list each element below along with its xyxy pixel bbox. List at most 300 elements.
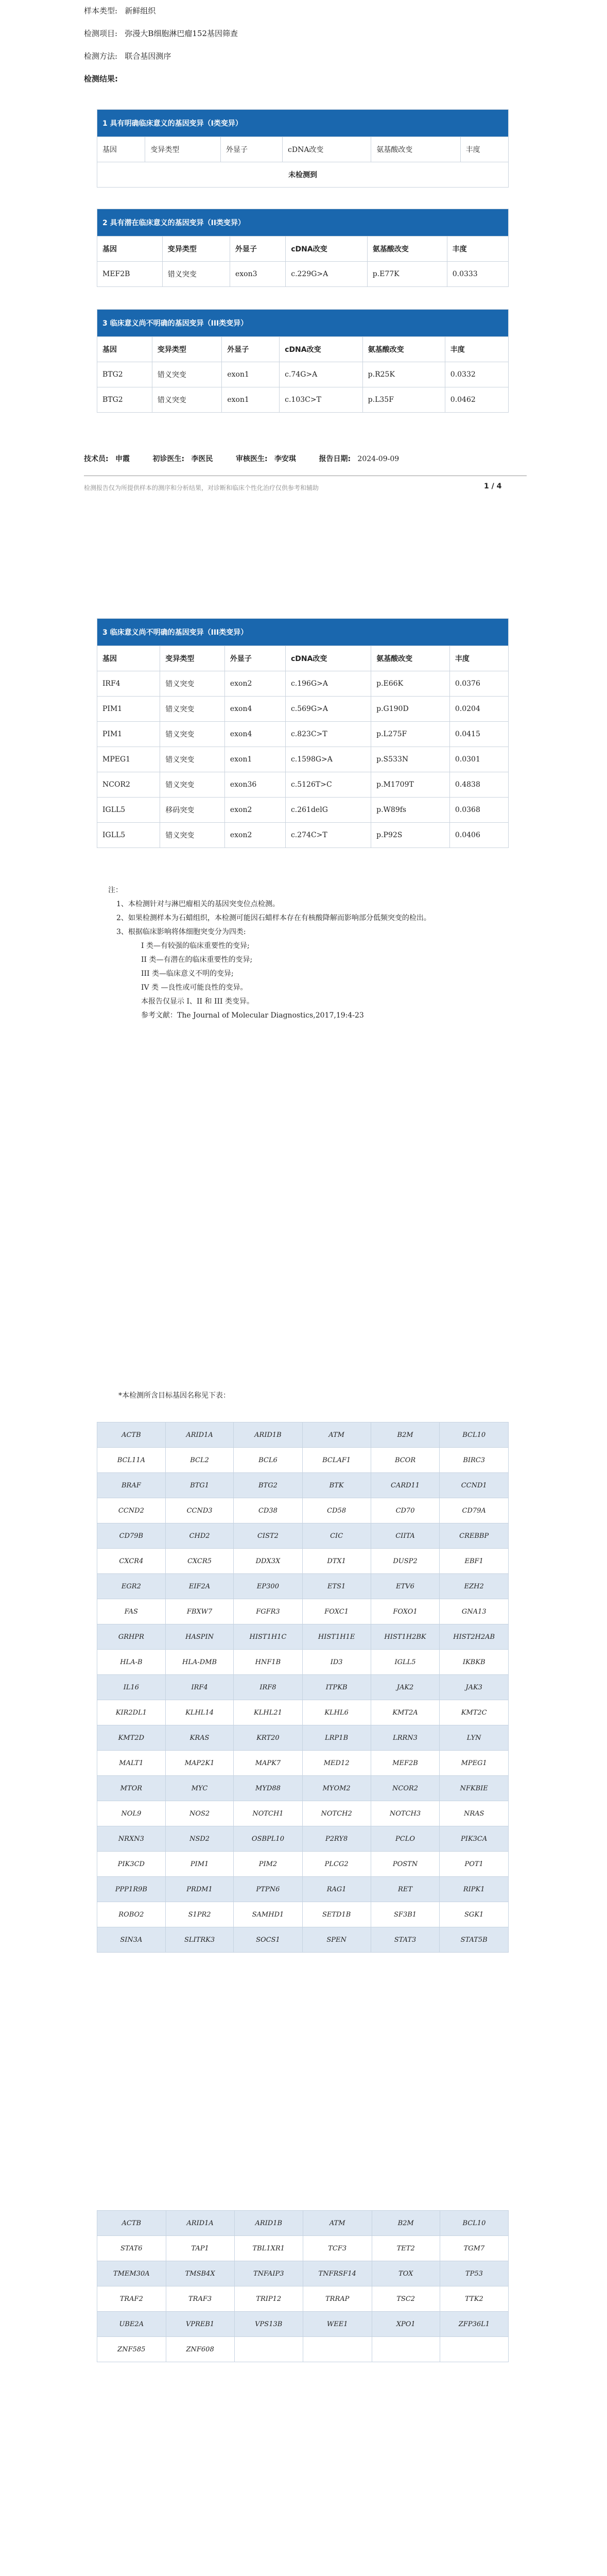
- cell: 0.0406: [449, 823, 508, 848]
- header-cell: 丰度: [445, 337, 508, 362]
- cell: 移码突变: [160, 798, 225, 823]
- gene-row: [97, 1725, 509, 1751]
- gene-cell: IL16: [97, 1675, 166, 1700]
- header-cell: 变异类型: [162, 236, 230, 262]
- table-row: [97, 722, 509, 747]
- gene-cell: FGFR3: [234, 1599, 302, 1624]
- method-value: 联合基因测序: [125, 52, 171, 61]
- gene-cell: STAT6: [97, 2236, 166, 2261]
- header-cell: cDNA改变: [285, 646, 371, 671]
- gene-cell: VPS13B: [234, 2312, 303, 2337]
- gene-row: [97, 1650, 509, 1675]
- gene-cell: PPP1R9B: [97, 1877, 166, 1902]
- gene-cell: ROBO2: [97, 1902, 166, 1927]
- gene-cell: XPO1: [372, 2312, 440, 2337]
- cell: exon1: [222, 387, 280, 413]
- class-1-variant-table: [97, 109, 509, 188]
- gene-row: [97, 1473, 509, 1498]
- cell: 0.4838: [449, 772, 508, 798]
- gene-cell: BCOR: [371, 1448, 440, 1473]
- gene-cell: DTX1: [302, 1549, 371, 1574]
- gene-cell: IRF4: [165, 1675, 234, 1700]
- gene-row: [97, 1826, 509, 1852]
- gene-cell: CD38: [234, 1498, 302, 1523]
- gene-cell: BCL10: [440, 1422, 509, 1448]
- header-cell: 氨基酸改变: [371, 137, 460, 162]
- gene-cell: SETD1B: [302, 1902, 371, 1927]
- gene-cell: PCLO: [371, 1826, 440, 1852]
- gene-cell: SF3B1: [371, 1902, 440, 1927]
- note-line: 2、如果检测样本为石蜡组织，本检测可能因石蜡样本存在有核酸降解而影响部分低频突变的检出。: [116, 914, 431, 922]
- gene-cell: KIR2DL1: [97, 1700, 166, 1725]
- gene-cell: BTG2: [234, 1473, 302, 1498]
- gene-cell: TMSB4X: [166, 2261, 234, 2286]
- cell: 错义突变: [160, 772, 225, 798]
- table-title: 3 临床意义尚不明确的基因变异（III类变异）: [97, 619, 509, 646]
- gene-cell: LRP1B: [302, 1725, 371, 1751]
- header-cell: 氨基酸改变: [367, 236, 447, 262]
- cell: 错义突变: [162, 262, 230, 287]
- cell: NCOR2: [97, 772, 160, 798]
- table-row: [97, 387, 509, 413]
- gene-cell: B2M: [371, 1422, 440, 1448]
- cell: MEF2B: [97, 262, 163, 287]
- gene-row: [97, 1751, 509, 1776]
- gene-cell: KLHL6: [302, 1700, 371, 1725]
- gene-cell: ZFP36L1: [440, 2312, 508, 2337]
- gene-cell: MED12: [302, 1751, 371, 1776]
- class-3-variant-table: [97, 309, 509, 413]
- cell: p.S533N: [371, 747, 450, 772]
- gene-cell: STAT3: [371, 1927, 440, 1953]
- cell: c.261delG: [285, 798, 371, 823]
- gene-cell: HNF1B: [234, 1650, 302, 1675]
- gene-cell: CHD2: [165, 1523, 234, 1549]
- cell: 0.0333: [447, 262, 508, 287]
- result-row: [84, 73, 118, 84]
- header-cell: 外显子: [224, 646, 285, 671]
- header-cell: 基因: [97, 337, 152, 362]
- project-value: 弥漫大B细胞淋巴瘤152基因筛查: [125, 29, 238, 38]
- header-cell: 氨基酸改变: [362, 337, 445, 362]
- header-cell: 丰度: [449, 646, 508, 671]
- gene-cell: FOXO1: [371, 1599, 440, 1624]
- gene-cell: MTOR: [97, 1776, 166, 1801]
- gene-cell: MYOM2: [302, 1776, 371, 1801]
- gene-cell: TGM7: [440, 2236, 508, 2261]
- table-title: 3 临床意义尚不明确的基因变异（III类变异）: [97, 310, 509, 337]
- cell: c.569G>A: [285, 697, 371, 722]
- cell: 0.0415: [449, 722, 508, 747]
- gene-cell: BCL2: [165, 1448, 234, 1473]
- gene-row: [97, 1498, 509, 1523]
- gene-cell: [303, 2337, 372, 2362]
- gene-cell: JAK2: [371, 1675, 440, 1700]
- gene-cell: [372, 2337, 440, 2362]
- gene-cell: CARD11: [371, 1473, 440, 1498]
- gene-cell: TOX: [372, 2261, 440, 2286]
- header-cell: 基因: [97, 236, 163, 262]
- gene-cell: MYC: [165, 1776, 234, 1801]
- gene-cell: CCND2: [97, 1498, 166, 1523]
- gene-cell: JAK3: [440, 1675, 509, 1700]
- gene-row: [97, 1700, 509, 1725]
- cell: c.74G>A: [280, 362, 363, 387]
- cell: 错义突变: [152, 387, 221, 413]
- gene-cell: RET: [371, 1877, 440, 1902]
- gene-cell: ARID1A: [165, 1422, 234, 1448]
- gene-cell: ARID1A: [166, 2211, 234, 2236]
- gene-cell: TTK2: [440, 2286, 508, 2312]
- cell: exon4: [224, 697, 285, 722]
- cell: 0.0376: [449, 671, 508, 697]
- gene-cell: IGLL5: [371, 1650, 440, 1675]
- gene-cell: ITPKB: [302, 1675, 371, 1700]
- first-doctor-label: 初诊医生:: [152, 455, 185, 463]
- gene-cell: LYN: [440, 1725, 509, 1751]
- gene-cell: PIK3CD: [97, 1852, 166, 1877]
- gene-cell: POT1: [440, 1852, 509, 1877]
- table-title: 1 具有明确临床意义的基因变异（I类变异）: [97, 110, 509, 137]
- gene-cell: PIK3CA: [440, 1826, 509, 1852]
- gene-cell: POSTN: [371, 1852, 440, 1877]
- method-label: 检测方法:: [84, 52, 118, 61]
- note-line: II 类—有潜在的临床重要性的变异;: [141, 956, 253, 964]
- gene-cell: HIST1H1C: [234, 1624, 302, 1650]
- cell: c.823C>T: [285, 722, 371, 747]
- sample-type-value: 新鲜组织: [125, 6, 156, 15]
- gene-row: [97, 2236, 509, 2261]
- gene-cell: HIST1H2BK: [371, 1624, 440, 1650]
- gene-cell: S1PR2: [165, 1902, 234, 1927]
- cell: exon1: [224, 747, 285, 772]
- header-cell: 氨基酸改变: [371, 646, 450, 671]
- gene-cell: TBL1XR1: [234, 2236, 303, 2261]
- table-row: [97, 362, 509, 387]
- cell: p.G190D: [371, 697, 450, 722]
- gene-cell: BTG1: [165, 1473, 234, 1498]
- gene-cell: ACTB: [97, 1422, 166, 1448]
- gene-cell: TP53: [440, 2261, 508, 2286]
- gene-row: [97, 1902, 509, 1927]
- tech-name: 申霞: [115, 455, 130, 463]
- gene-cell: MPEG1: [440, 1751, 509, 1776]
- gene-row: [97, 1599, 509, 1624]
- gene-cell: NOTCH1: [234, 1801, 302, 1826]
- notes-heading: 注：: [108, 886, 123, 894]
- gene-cell: BRAF: [97, 1473, 166, 1498]
- sample-type-label: 样本类型:: [84, 6, 118, 15]
- gene-cell: NSD2: [165, 1826, 234, 1852]
- gene-row: [97, 1852, 509, 1877]
- gene-cell: ETV6: [371, 1574, 440, 1599]
- gene-row: [97, 1448, 509, 1473]
- cell: c.103C>T: [280, 387, 363, 413]
- gene-cell: STAT5B: [440, 1927, 509, 1953]
- gene-cell: FOXC1: [302, 1599, 371, 1624]
- gene-cell: MYD88: [234, 1776, 302, 1801]
- gene-cell: IRF8: [234, 1675, 302, 1700]
- gene-cell: ID3: [302, 1650, 371, 1675]
- gene-cell: NRXN3: [97, 1826, 166, 1852]
- header-cell: 外显子: [221, 137, 283, 162]
- header-cell: 变异类型: [152, 337, 221, 362]
- table-header-row: [97, 337, 509, 362]
- gene-cell: MAPK7: [234, 1751, 302, 1776]
- cell: BTG2: [97, 387, 152, 413]
- gene-cell: BCL11A: [97, 1448, 166, 1473]
- gene-cell: ATM: [302, 1422, 371, 1448]
- gene-cell: NCOR2: [371, 1776, 440, 1801]
- footer-disclaimer: 检测报告仅为所提供样本的测序和分析结果，对诊断和临床个性化治疗仅供参考和辅助: [84, 484, 319, 492]
- cell: exon2: [224, 823, 285, 848]
- gene-cell: P2RY8: [302, 1826, 371, 1852]
- gene-cell: HLA-DMB: [165, 1650, 234, 1675]
- gene-row: [97, 1523, 509, 1549]
- gene-cell: CIC: [302, 1523, 371, 1549]
- gene-cell: PRDM1: [165, 1877, 234, 1902]
- not-detected-text: 未检测到: [97, 162, 509, 188]
- gene-row: [97, 1801, 509, 1826]
- gene-cell: [234, 2337, 303, 2362]
- gene-cell: SAMHD1: [234, 1902, 302, 1927]
- gene-row: [97, 1574, 509, 1599]
- signature-row: [84, 453, 527, 464]
- table-header-row: [97, 236, 509, 262]
- header-cell: 变异类型: [160, 646, 225, 671]
- gene-cell: PLCG2: [302, 1852, 371, 1877]
- cell: exon36: [224, 772, 285, 798]
- gene-cell: EIF2A: [165, 1574, 234, 1599]
- gene-cell: BTK: [302, 1473, 371, 1498]
- cell: exon1: [222, 362, 280, 387]
- gene-cell: UBE2A: [97, 2312, 166, 2337]
- gene-cell: CIITA: [371, 1523, 440, 1549]
- cell: 0.0368: [449, 798, 508, 823]
- gene-row: [97, 2312, 509, 2337]
- gene-cell: DUSP2: [371, 1549, 440, 1574]
- gene-cell: CREBBP: [440, 1523, 509, 1549]
- gene-cell: MALT1: [97, 1751, 166, 1776]
- gene-cell: ARID1B: [234, 1422, 302, 1448]
- gene-cell: EZH2: [440, 1574, 509, 1599]
- note-line: I 类—有较强的临床重要性的变异;: [141, 942, 250, 950]
- gene-row: [97, 1549, 509, 1574]
- page-number: 1 / 4: [484, 482, 502, 490]
- cell: p.E66K: [371, 671, 450, 697]
- method-row: [84, 50, 171, 62]
- cell: p.L35F: [362, 387, 445, 413]
- gene-cell: FAS: [97, 1599, 166, 1624]
- cell: p.L275F: [371, 722, 450, 747]
- gene-cell: PIM1: [165, 1852, 234, 1877]
- table-row: [97, 772, 509, 798]
- gene-cell: SIN3A: [97, 1927, 166, 1953]
- gene-cell: GNA13: [440, 1599, 509, 1624]
- table-header-row: [97, 137, 509, 162]
- header-cell: 变异类型: [145, 137, 221, 162]
- gene-cell: CIST2: [234, 1523, 302, 1549]
- gene-cell: OSBPL10: [234, 1826, 302, 1852]
- gene-cell: EP300: [234, 1574, 302, 1599]
- gene-cell: KMT2C: [440, 1700, 509, 1725]
- note-line: IV 类 —良性或可能良性的变异。: [141, 984, 248, 992]
- gene-cell: HIST2H2AB: [440, 1624, 509, 1650]
- note-line: 3、根据临床影响将体细胞突变分为四类:: [116, 928, 246, 936]
- table-row: [97, 747, 509, 772]
- header-cell: 外显子: [222, 337, 280, 362]
- gene-cell: BIRC3: [440, 1448, 509, 1473]
- gene-cell: MEF2B: [371, 1751, 440, 1776]
- cell: p.M1709T: [371, 772, 450, 798]
- gene-cell: SLITRK3: [165, 1927, 234, 1953]
- gene-cell: HIST1H1E: [302, 1624, 371, 1650]
- cell: 错义突变: [160, 722, 225, 747]
- cell: c.1598G>A: [285, 747, 371, 772]
- gene-cell: [440, 2337, 508, 2362]
- gene-row: [97, 1624, 509, 1650]
- cell: 错义突变: [152, 362, 221, 387]
- gene-cell: DDX3X: [234, 1549, 302, 1574]
- gene-cell: TSC2: [372, 2286, 440, 2312]
- gene-cell: TRRAP: [303, 2286, 372, 2312]
- gene-cell: CD58: [302, 1498, 371, 1523]
- cell: exon2: [224, 798, 285, 823]
- header-cell: cDNA改变: [280, 337, 363, 362]
- cell: exon4: [224, 722, 285, 747]
- gene-cell: TCF3: [303, 2236, 372, 2261]
- gene-row: [97, 2337, 509, 2362]
- cell: exon3: [230, 262, 286, 287]
- cell: c.274C>T: [285, 823, 371, 848]
- table-row: [97, 697, 509, 722]
- cell: MPEG1: [97, 747, 160, 772]
- cell: c.229G>A: [286, 262, 367, 287]
- cell: p.W89fs: [371, 798, 450, 823]
- gene-cell: ACTB: [97, 2211, 166, 2236]
- table-title: 2 具有潜在临床意义的基因变异（II类变异）: [97, 209, 509, 236]
- gene-cell: HLA-B: [97, 1650, 166, 1675]
- gene-cell: NRAS: [440, 1801, 509, 1826]
- cell: PIM1: [97, 697, 160, 722]
- gene-cell: ZNF585: [97, 2337, 166, 2362]
- gene-cell: NOL9: [97, 1801, 166, 1826]
- gene-row: [97, 1877, 509, 1902]
- gene-cell: TMEM30A: [97, 2261, 166, 2286]
- gene-cell: ARID1B: [234, 2211, 303, 2236]
- gene-row: [97, 1422, 509, 1448]
- gene-cell: KRT20: [234, 1725, 302, 1751]
- gene-cell: ATM: [303, 2211, 372, 2236]
- gene-cell: KRAS: [165, 1725, 234, 1751]
- first-doctor-name: 李医民: [191, 455, 213, 463]
- cell: IRF4: [97, 671, 160, 697]
- gene-cell: SOCS1: [234, 1927, 302, 1953]
- note-line: 本报告仅显示 I、II 和 III 类变异。: [141, 997, 254, 1006]
- header-cell: 丰度: [460, 137, 508, 162]
- cell: p.P92S: [371, 823, 450, 848]
- sample-type-row: [84, 5, 155, 16]
- gene-cell: ETS1: [302, 1574, 371, 1599]
- tech-label: 技术员:: [84, 455, 109, 463]
- gene-cell: FBXW7: [165, 1599, 234, 1624]
- gene-cell: RIPK1: [440, 1877, 509, 1902]
- gene-cell: TRAF2: [97, 2286, 166, 2312]
- gene-cell: MAP2K1: [165, 1751, 234, 1776]
- gene-cell: IKBKB: [440, 1650, 509, 1675]
- gene-row: [97, 2211, 509, 2236]
- table-row: [97, 823, 509, 848]
- gene-row: [97, 1927, 509, 1953]
- gene-cell: HASPIN: [165, 1624, 234, 1650]
- cell: p.E77K: [367, 262, 447, 287]
- gene-row: [97, 1776, 509, 1801]
- gene-cell: NFKBIE: [440, 1776, 509, 1801]
- cell: 0.0462: [445, 387, 508, 413]
- notes-section: [108, 884, 510, 1023]
- gene-cell: GRHPR: [97, 1624, 166, 1650]
- cell: 0.0301: [449, 747, 508, 772]
- note-line: 1、本检测针对与淋巴瘤相关的基因突变位点检测。: [116, 900, 280, 908]
- cell: 错义突变: [160, 823, 225, 848]
- gene-cell: SGK1: [440, 1902, 509, 1927]
- gene-cell: CD79B: [97, 1523, 166, 1549]
- table-row: [97, 671, 509, 697]
- project-label: 检测项目:: [84, 29, 118, 38]
- cell: c.196G>A: [285, 671, 371, 697]
- report-date-label: 报告日期:: [319, 455, 351, 463]
- gene-cell: CD70: [371, 1498, 440, 1523]
- gene-cell: NOTCH2: [302, 1801, 371, 1826]
- gene-cell: ZNF608: [166, 2337, 234, 2362]
- gene-cell: WEE1: [303, 2312, 372, 2337]
- gene-cell: CCND3: [165, 1498, 234, 1523]
- gene-cell: TRIP12: [234, 2286, 303, 2312]
- gene-row: [97, 1675, 509, 1700]
- gene-cell: PTPN6: [234, 1877, 302, 1902]
- cell: c.5126T>C: [285, 772, 371, 798]
- header-cell: 外显子: [230, 236, 286, 262]
- gene-row: [97, 2261, 509, 2286]
- gene-cell: KMT2D: [97, 1725, 166, 1751]
- gene-cell: EBF1: [440, 1549, 509, 1574]
- cell: 错义突变: [160, 671, 225, 697]
- gene-list-table: [97, 1422, 509, 1953]
- table-header-row: [97, 646, 509, 671]
- gene-cell: TAP1: [166, 2236, 234, 2261]
- gene-list-table-continued: [97, 2210, 509, 2362]
- gene-cell: NOS2: [165, 1801, 234, 1826]
- cell: exon2: [224, 671, 285, 697]
- gene-cell: SPEN: [302, 1927, 371, 1953]
- cell: 0.0204: [449, 697, 508, 722]
- cell: p.R25K: [362, 362, 445, 387]
- cell: BTG2: [97, 362, 152, 387]
- table-row: [97, 798, 509, 823]
- cell: IGLL5: [97, 798, 160, 823]
- gene-cell: CD79A: [440, 1498, 509, 1523]
- class-3-variant-table-continued: [97, 618, 509, 848]
- gene-cell: TET2: [372, 2236, 440, 2261]
- header-cell: 丰度: [447, 236, 508, 262]
- gene-cell: KLHL21: [234, 1700, 302, 1725]
- gene-cell: LRRN3: [371, 1725, 440, 1751]
- note-line: III 类—临床意义不明的变异;: [141, 970, 234, 978]
- gene-cell: VPREB1: [166, 2312, 234, 2337]
- gene-cell: BCL6: [234, 1448, 302, 1473]
- gene-cell: KMT2A: [371, 1700, 440, 1725]
- note-line: 参考文献：The Journal of Molecular Diagnostics,2017,19:4-23: [141, 1011, 364, 1020]
